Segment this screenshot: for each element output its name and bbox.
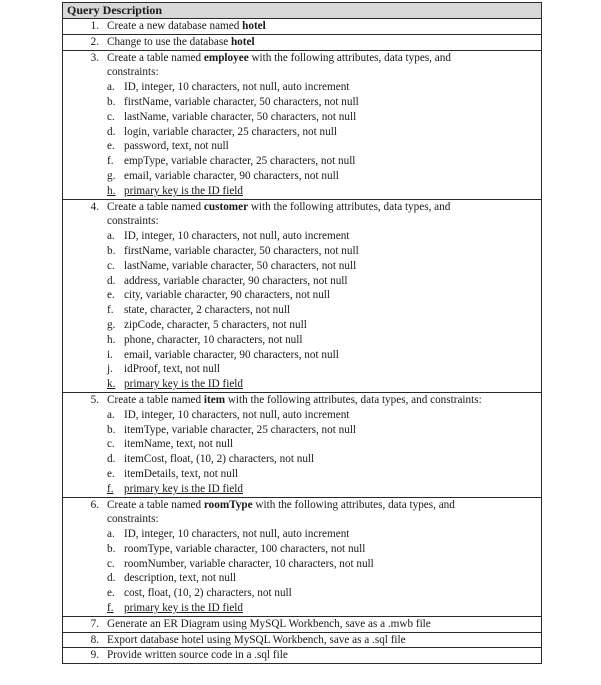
sub-item: [63, 557, 541, 572]
sub-item-text: ID, integer, 10 characters, not null, auto increment: [124, 81, 350, 94]
sub-item-letter: h.: [107, 184, 116, 197]
query-line: [63, 648, 541, 663]
sub-item-letter: d.: [107, 453, 116, 466]
sub-item-letter: f.: [107, 602, 114, 615]
sub-item-text: lastName, variable character, 50 characters, not null: [124, 110, 357, 123]
sub-item-text: zipCode, character, 5 characters, not null: [124, 318, 307, 331]
sub-item-letter: k.: [107, 378, 116, 391]
sub-item: [63, 229, 541, 244]
query-text: [107, 617, 431, 632]
query-description-table: [62, 2, 542, 664]
sub-item: [63, 80, 541, 95]
sub-item-letter: d.: [107, 572, 116, 585]
query-number: 5.: [90, 393, 99, 406]
query-text-pre: Create a table named: [107, 51, 204, 64]
sub-item-text: address, variable character, 90 characters, not null: [124, 274, 348, 287]
sub-item-letter: b.: [107, 423, 116, 436]
sub-item-letter: a.: [107, 408, 115, 421]
table-row: [63, 200, 541, 393]
query-text-pre: Create a table named: [107, 498, 204, 511]
sub-item: [63, 452, 541, 467]
sub-item-text: ID, integer, 10 characters, not null, auto increment: [124, 528, 350, 541]
sub-item: [63, 467, 541, 482]
query-number: 2.: [90, 35, 99, 48]
sub-item-text: roomType, variable character, 100 characters, not null: [124, 542, 366, 555]
sub-item-text: primary key is the ID field: [124, 482, 243, 495]
sub-item-text: ID, integer, 10 characters, not null, auto increment: [124, 230, 350, 243]
query-text-post: with the following attributes, data types, and: [248, 200, 451, 213]
sub-item: [63, 139, 541, 154]
sub-item-text: empType, variable character, 25 characters, not null: [124, 155, 356, 168]
sub-item: [63, 586, 541, 601]
sub-item-letter: i.: [107, 348, 113, 361]
sub-item-letter: e.: [107, 587, 115, 600]
query-number: 8.: [90, 633, 99, 646]
sub-item: [63, 601, 541, 616]
query-text: [107, 200, 450, 215]
sub-item: [63, 288, 541, 303]
sub-item-text: itemDetails, text, not null: [124, 467, 239, 480]
query-text: [107, 19, 266, 34]
query-text: [107, 35, 255, 50]
query-text-pre: Create a table named: [107, 200, 204, 213]
query-text: [107, 393, 482, 408]
sub-item-letter: e.: [107, 140, 115, 153]
query-line: [63, 35, 541, 50]
query-keyword: hotel: [230, 35, 255, 48]
table-row: [63, 617, 541, 633]
sub-item-text: primary key is the ID field: [124, 378, 243, 391]
query-text-post: with the following attributes, data types, and: [252, 498, 455, 511]
sub-item: [63, 408, 541, 423]
query-line: [63, 200, 541, 215]
sub-item-letter: b.: [107, 95, 116, 108]
sub-item-letter: a.: [107, 230, 115, 243]
sub-item: [63, 95, 541, 110]
sub-item-letter: e.: [107, 467, 115, 480]
sub-item-letter: f.: [107, 304, 114, 317]
sub-item-letter: h.: [107, 333, 116, 346]
sub-item-text: primary key is the ID field: [124, 184, 243, 197]
table-row: [63, 19, 541, 35]
query-number: 3.: [90, 51, 99, 64]
sub-item-letter: b.: [107, 542, 116, 555]
query-number: 4.: [90, 200, 99, 213]
table-row: [63, 51, 541, 200]
sub-item-text: itemName, text, not null: [124, 438, 234, 451]
sub-item-text: city, variable character, 90 characters, not null: [124, 289, 331, 302]
table-header: Query Description: [63, 3, 541, 19]
query-number: 6.: [90, 498, 99, 511]
sub-item-text: ID, integer, 10 characters, not null, auto increment: [124, 408, 350, 421]
query-line: [63, 51, 541, 66]
sub-item: [63, 318, 541, 333]
sub-item-letter: f.: [107, 482, 114, 495]
sub-item-letter: j.: [107, 363, 113, 376]
sub-item-text: phone, character, 10 characters, not null: [124, 333, 303, 346]
query-continuation: constraints:: [107, 66, 159, 79]
query-number: 7.: [90, 617, 99, 630]
sub-item: [63, 244, 541, 259]
query-text-pre: Export database hotel using MySQL Workbench, save as a .sql file: [107, 633, 406, 646]
query-line: [63, 498, 541, 513]
query-text-pre: Provide written source code in a .sql file: [107, 649, 288, 662]
query-continuation: constraints:: [107, 513, 159, 526]
sub-item-letter: b.: [107, 244, 116, 257]
sub-item: [63, 542, 541, 557]
sub-item: [63, 184, 541, 199]
sub-item-letter: f.: [107, 155, 114, 168]
sub-item-letter: d.: [107, 274, 116, 287]
query-line: [63, 617, 541, 632]
query-continuation-line: [63, 214, 541, 229]
query-line: [63, 633, 541, 648]
query-text-pre: Create a table named: [107, 393, 204, 406]
sub-item-text: password, text, not null: [124, 140, 229, 153]
table-row: [63, 35, 541, 51]
sub-item-text: firstName, variable character, 50 characters, not null: [124, 95, 359, 108]
sub-item: [63, 571, 541, 586]
sub-item-letter: c.: [107, 110, 115, 123]
sub-item: [63, 110, 541, 125]
query-text-pre: Create a new database named: [107, 20, 243, 32]
query-text: [107, 498, 455, 513]
sub-item: [63, 437, 541, 452]
sub-item-text: cost, float, (10, 2) characters, not null: [124, 587, 292, 600]
sub-item-text: email, variable character, 90 characters, not null: [124, 169, 339, 182]
sub-item: [63, 125, 541, 140]
sub-item: [63, 423, 541, 438]
query-text-post: with the following attributes, data types, and constraints:: [225, 393, 482, 406]
query-line: [63, 19, 541, 34]
query-keyword: employee: [203, 51, 249, 64]
sub-item-text: lastName, variable character, 50 characters, not null: [124, 259, 357, 272]
sub-item-text: itemType, variable character, 25 characters, not null: [124, 423, 357, 436]
sub-item-text: firstName, variable character, 50 characters, not null: [124, 244, 359, 257]
query-continuation-line: [63, 512, 541, 527]
query-continuation-line: [63, 65, 541, 80]
sub-item: [63, 377, 541, 392]
sub-item-text: description, text, not null: [124, 572, 237, 585]
query-keyword: item: [203, 393, 226, 406]
table-row: [63, 498, 541, 617]
sub-item-letter: c.: [107, 259, 115, 272]
sub-item: [63, 348, 541, 363]
sub-item: [63, 303, 541, 318]
query-text: [107, 633, 406, 648]
sub-item-text: login, variable character, 25 characters, not null: [124, 125, 337, 138]
sub-item-text: email, variable character, 90 characters, not null: [124, 348, 339, 361]
query-number: 9.: [90, 649, 99, 662]
sub-item-letter: a.: [107, 81, 115, 94]
sub-item-letter: a.: [107, 528, 115, 541]
query-keyword: customer: [203, 200, 249, 213]
query-text: [107, 51, 451, 66]
sub-item-text: itemCost, float, (10, 2) characters, not null: [124, 453, 315, 466]
table-row: [63, 633, 541, 649]
sub-item: [63, 154, 541, 169]
query-text-pre: Change to use the database: [107, 35, 231, 48]
table-row: [63, 648, 541, 663]
sub-item-letter: c.: [107, 438, 115, 451]
table-row: [63, 393, 541, 498]
sub-item: [63, 274, 541, 289]
table-body: [63, 19, 541, 663]
query-text-pre: Generate an ER Diagram using MySQL Workbench, save as a .mwb file: [107, 617, 431, 630]
sub-item: [63, 333, 541, 348]
sub-item-text: idProof, text, not null: [124, 363, 221, 376]
sub-item: [63, 482, 541, 497]
sub-item: [63, 169, 541, 184]
query-text: [107, 648, 288, 663]
sub-item: [63, 527, 541, 542]
query-text-post: with the following attributes, data types, and: [248, 51, 451, 64]
query-keyword: roomType: [203, 498, 253, 511]
sub-item-text: primary key is the ID field: [124, 602, 243, 615]
query-number: 1.: [90, 20, 99, 32]
query-line: [63, 393, 541, 408]
sub-item: [63, 362, 541, 377]
sub-item-letter: c.: [107, 557, 115, 570]
sub-item: [63, 259, 541, 274]
sub-item-text: roomNumber, variable character, 10 characters, not null: [124, 557, 374, 570]
sub-item-letter: g.: [107, 318, 116, 331]
sub-item-letter: e.: [107, 289, 115, 302]
query-continuation: constraints:: [107, 215, 159, 228]
query-keyword: hotel: [242, 20, 266, 32]
sub-item-letter: d.: [107, 125, 116, 138]
sub-item-letter: g.: [107, 169, 116, 182]
sub-item-text: state, character, 2 characters, not null: [124, 304, 291, 317]
